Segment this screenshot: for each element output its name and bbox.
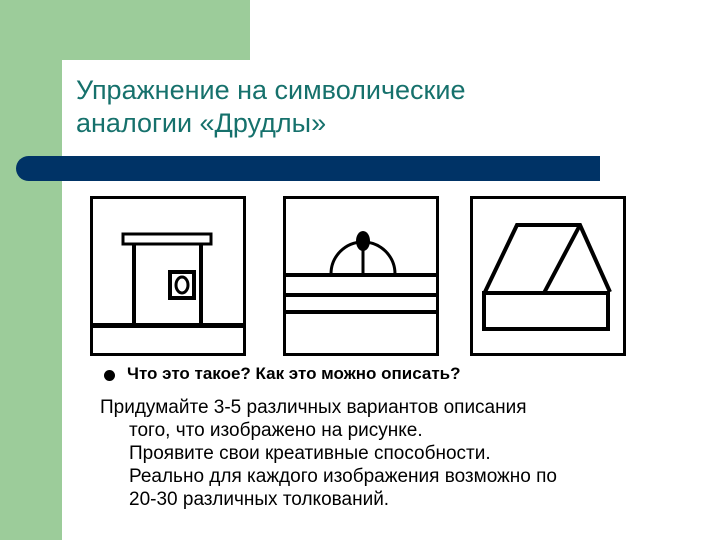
slide-title-line-1: Упражнение на символические: [76, 75, 466, 105]
instructions-line-5: 20-30 различных толкований.: [129, 489, 390, 510]
bullet-question: Что это такое? Как это можно описать?: [127, 364, 461, 383]
instructions-line-4: Реально для каждого изображения возможно по: [129, 466, 557, 487]
top-left-decoration: [0, 0, 250, 60]
instructions-line-2: того, что изображено на рисунке.: [129, 420, 423, 441]
instructions-line-1: Придумайте 3-5 различных вариантов описания: [100, 397, 527, 418]
instructions-paragraph: [100, 396, 690, 511]
sidebar-decoration: [0, 0, 62, 540]
slide-title-line-2: аналогии «Друдлы»: [76, 108, 327, 138]
slide-title: [76, 74, 676, 140]
title-divider-bar: [16, 156, 600, 181]
bullet-dot-icon: [104, 370, 115, 381]
doodle-house-with-window-icon: [90, 196, 246, 356]
doodle-semicircle-lines-icon: [283, 196, 439, 356]
instructions-line-3: Проявите свои креативные способности.: [129, 443, 491, 464]
doodle-trapezoid-box-icon: [470, 196, 626, 356]
